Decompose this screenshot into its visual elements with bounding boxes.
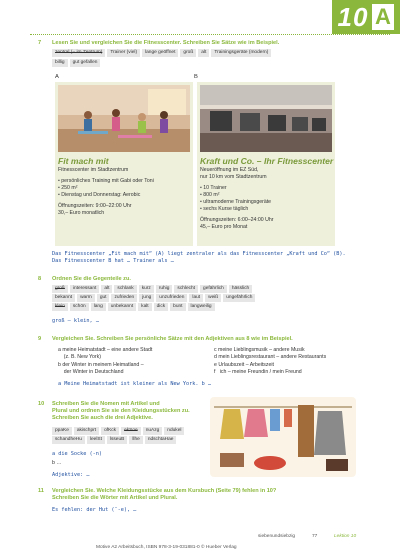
- header-rule: [30, 34, 390, 35]
- fitness-panel-a: [55, 82, 193, 246]
- exercise-9-answer: a Meine Heimatstadt ist kleiner als New York. b …: [58, 381, 212, 387]
- exercise-9-item: e Urlaubszeit – Arbeitszeit: [214, 362, 274, 368]
- exercise-8-wordbox-row: [52, 294, 302, 302]
- exercise-7-number: 7: [38, 40, 42, 46]
- exercise-11-instruction: Schreiben Sie die Wörter mit Artikel und Plural.: [52, 495, 178, 501]
- footer-credit: Motive A2 Arbeitsbuch, ISBN 978-3-19-031881-0 © Hueber Verlag: [96, 545, 237, 550]
- gym-photo: [200, 85, 332, 152]
- panel-a-title: Fit mach mit: [58, 156, 109, 166]
- page-word: siebenundsiebzig: [258, 534, 296, 539]
- panel-a-hours: Öffnungszeiten: 9:00–22:00 Uhr: [58, 203, 132, 209]
- exercise-7-answer-1: Das Fitnesscenter „Fit mach mit“ (A) liegt zentraler als das Fitnesscenter „Kraft und Co“ (B).: [52, 251, 346, 257]
- panel-b-title: Kraft und Co. – Ihr Fitnesscenter: [200, 156, 334, 166]
- word-chip: lange geöffnet: [142, 49, 178, 57]
- panel-a-price: 30,– Euro monatlich: [58, 210, 105, 216]
- page-number: 77: [312, 534, 318, 539]
- exercise-9-item: der Winter in Deutschland: [58, 369, 124, 375]
- panel-b-hours: Öffnungszeiten: 6:00–24:00 Uhr: [200, 217, 274, 223]
- exercise-10-instruction: Schreiben Sie auch die drei Adjektive.: [52, 415, 153, 421]
- panel-a-bullet: ▪ 250 m²: [58, 185, 77, 192]
- chapter-letter: A: [372, 4, 394, 30]
- word-chip: bekannt: [52, 294, 75, 302]
- word-chip: laut: [189, 294, 203, 302]
- exercise-9-item: a meine Heimatstadt – eine andere Stadt: [58, 347, 153, 353]
- word-chip: leelSt: [87, 436, 105, 444]
- panel-b-bullet: ▪ 10 Trainer: [200, 185, 227, 192]
- word-chip: Trainer (viel): [107, 49, 140, 57]
- exercise-10-adjectives: Adjektive: …: [52, 472, 90, 478]
- word-chip: ppaKe: [52, 427, 72, 435]
- word-chip: klein: [52, 303, 68, 311]
- exercise-10-wordbox-row: [52, 436, 202, 444]
- word-chip: gefährlich: [200, 285, 227, 293]
- word-chip: lsseuB: [107, 436, 127, 444]
- word-chip: Trainingsgeräte (modern): [211, 49, 271, 57]
- word-chip: weiß: [205, 294, 221, 302]
- exercise-8-number: 8: [38, 276, 42, 282]
- exercise-10-answer: a die Socke (-n): [52, 451, 102, 457]
- word-chip: ungefährlich: [223, 294, 255, 302]
- word-chip: ofKck: [101, 427, 119, 435]
- word-chip: ruhig: [156, 285, 173, 293]
- panel-a-subtitle: Fitnesscenter im Stadtzentrum: [58, 167, 129, 173]
- lesson-label: Lektion 10: [334, 534, 357, 539]
- fitness-panel-b: [197, 82, 335, 246]
- exercise-10-number: 10: [38, 401, 45, 407]
- panel-b-price: 45,– Euro pro Monat: [200, 224, 248, 230]
- word-chip: zufrieden: [111, 294, 137, 302]
- word-chip: dick: [154, 303, 169, 311]
- panel-a-bullet: ▪ Dienstag und Donnerstag: Aerobic: [58, 192, 140, 199]
- word-chip: schön: [70, 303, 89, 311]
- exercise-10-instruction: Plural und ordnen Sie sie den Kleidungsstücken zu.: [52, 408, 190, 414]
- word-chip: groß: [52, 285, 68, 293]
- exercise-11-instruction: Vergleichen Sie. Welche Kleidungsstücke aus dem Kursbuch (Seite 79) fehlen in 10?: [52, 488, 277, 494]
- exercise-8-wordbox-row: [52, 285, 302, 293]
- word-chip: warm: [77, 294, 95, 302]
- clothes-illustration: [210, 397, 356, 477]
- word-chip: alt: [101, 285, 112, 293]
- word-chip: ndschtaHae: [145, 436, 177, 444]
- exercise-9-item: b der Winter in meinem Heimatland –: [58, 362, 144, 368]
- word-chip: nuAzg: [143, 427, 163, 435]
- exercise-9-item: c meine Lieblingsmusik – andere Musik: [214, 347, 305, 353]
- exercise-7-answer-2: Das Fitnesscenter B hat … Trainer als …: [52, 258, 174, 264]
- exercise-10-wordbox-row: [52, 427, 202, 435]
- exercise-9-item: d mein Lieblingsrestaurant – andere Restaurants: [214, 354, 327, 360]
- word-chip: zentral (= im Zentrum): [52, 49, 105, 57]
- word-chip: lang: [91, 303, 106, 311]
- word-chip: interessant: [70, 285, 99, 293]
- word-chip: groß: [180, 49, 196, 57]
- exercise-9-number: 9: [38, 336, 42, 342]
- chapter-tab: [332, 0, 400, 34]
- word-chip: schandheHu: [52, 436, 85, 444]
- panel-a-label: A: [55, 74, 59, 80]
- panel-b-label: B: [194, 74, 198, 80]
- exercise-10-instruction: Schreiben Sie die Nomen mit Artikel und: [52, 401, 160, 407]
- word-chip: ndukel: [164, 427, 184, 435]
- exercise-9-item: (z. B. New York): [58, 354, 101, 360]
- panel-b-subtitle: nur 10 km vom Stadtzentrum: [200, 174, 267, 180]
- exercise-9-instruction: Vergleichen Sie. Schreiben Sie persönliche Sätze mit den Adjektiven aus 8 wie im Beispiel.: [52, 336, 293, 342]
- word-chip: unzufrieden: [156, 294, 187, 302]
- exercise-11-answer: Es fehlen: der Hut (¨-e), …: [52, 507, 137, 513]
- word-chip: schlecht: [174, 285, 198, 293]
- word-chip: akischprt: [74, 427, 99, 435]
- panel-b-bullet: ▪ ultramoderne Trainingsgeräte: [200, 199, 271, 206]
- word-chip: llhe: [129, 436, 142, 444]
- exercise-10-next: b …: [52, 460, 62, 466]
- word-chip: alt: [198, 49, 209, 57]
- panel-b-subtitle: Neueröffnung im EZ Süd,: [200, 167, 259, 173]
- word-chip: langweilig: [188, 303, 215, 311]
- word-chip: schlank: [114, 285, 136, 293]
- exercise-11-number: 11: [38, 488, 44, 494]
- word-chip: kurz: [139, 285, 154, 293]
- chapter-number: 10: [337, 1, 369, 32]
- word-chip: unbekannt: [108, 303, 136, 311]
- word-chip: hässlich: [229, 285, 252, 293]
- word-chip: bunt: [170, 303, 185, 311]
- yoga-class-photo: [58, 85, 190, 152]
- exercise-7-instruction: Lesen Sie und vergleichen Sie die Fitnesscenter. Schreiben Sie Sätze wie im Beispiel.: [52, 40, 280, 46]
- exercise-8-instruction: Ordnen Sie die Gegenteile zu.: [52, 276, 131, 282]
- exercise-8-answer: groß – klein, …: [52, 318, 99, 324]
- word-chip: ekSoe: [121, 427, 141, 435]
- word-chip: billig: [52, 59, 68, 67]
- word-chip: gut gefallen: [70, 59, 101, 67]
- exercise-7-wordbox: [52, 49, 272, 67]
- word-chip: jung: [139, 294, 154, 302]
- panel-a-bullet: ▪ persönliches Training mit Gabi oder Toni: [58, 178, 154, 185]
- exercise-9-item: f ich – meine Freundin / mein Freund: [214, 369, 302, 375]
- word-chip: kalt: [138, 303, 151, 311]
- panel-b-bullet: ▪ 800 m²: [200, 192, 219, 199]
- panel-b-bullet: ▪ sechs Kurse täglich: [200, 206, 248, 213]
- exercise-8-wordbox-row: [52, 303, 302, 311]
- word-chip: gut: [97, 294, 110, 302]
